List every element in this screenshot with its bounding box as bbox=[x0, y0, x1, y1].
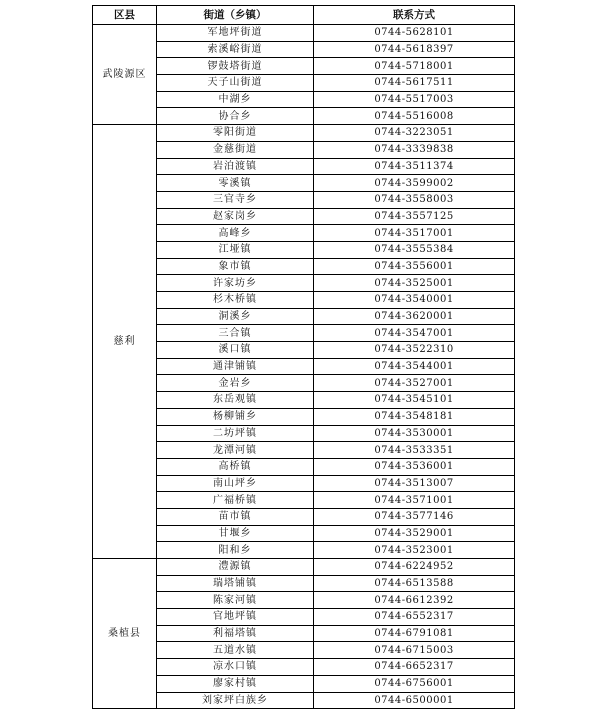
phone-cell: 0744-3513007 bbox=[314, 475, 515, 492]
phone-cell: 0744-5718001 bbox=[314, 58, 515, 75]
phone-cell: 0744-6513588 bbox=[314, 575, 515, 592]
header-district: 区县 bbox=[93, 6, 157, 25]
table-row bbox=[93, 108, 515, 125]
district-cell: 桑植县 bbox=[93, 559, 157, 709]
town-cell: 龙潭河镇 bbox=[157, 442, 314, 459]
table-row bbox=[93, 425, 515, 442]
table-row bbox=[93, 592, 515, 609]
town-cell: 三合镇 bbox=[157, 325, 314, 342]
table-row bbox=[93, 559, 515, 576]
town-cell: 象市镇 bbox=[157, 258, 314, 275]
table-row bbox=[93, 292, 515, 309]
table-row bbox=[93, 609, 515, 626]
header-town: 街道（乡镇） bbox=[157, 6, 314, 25]
town-cell: 杉木桥镇 bbox=[157, 292, 314, 309]
town-cell: 赵家岗乡 bbox=[157, 208, 314, 225]
table-row bbox=[93, 392, 515, 409]
town-cell: 军地坪街道 bbox=[157, 25, 314, 42]
town-cell: 苗市镇 bbox=[157, 508, 314, 525]
phone-cell: 0744-6791081 bbox=[314, 625, 515, 642]
town-cell: 高桥镇 bbox=[157, 458, 314, 475]
town-cell: 陈家河镇 bbox=[157, 592, 314, 609]
phone-cell: 0744-3223051 bbox=[314, 125, 515, 142]
table-row bbox=[93, 325, 515, 342]
table-row bbox=[93, 358, 515, 375]
town-cell: 阳和乡 bbox=[157, 542, 314, 559]
table-row bbox=[93, 508, 515, 525]
table-row bbox=[93, 158, 515, 175]
header-row bbox=[93, 6, 515, 25]
phone-cell: 0744-6552317 bbox=[314, 609, 515, 626]
phone-cell: 0744-3547001 bbox=[314, 325, 515, 342]
table-row bbox=[93, 258, 515, 275]
town-cell: 索溪峪街道 bbox=[157, 41, 314, 58]
town-cell: 瑞塔铺镇 bbox=[157, 575, 314, 592]
table-row bbox=[93, 642, 515, 659]
phone-cell: 0744-3577146 bbox=[314, 508, 515, 525]
town-cell: 二坊坪镇 bbox=[157, 425, 314, 442]
table-row bbox=[93, 141, 515, 158]
table-row bbox=[93, 175, 515, 192]
phone-cell: 0744-3545101 bbox=[314, 392, 515, 409]
header-contact: 联系方式 bbox=[314, 6, 515, 25]
contact-table-container bbox=[92, 5, 515, 709]
phone-cell: 0744-3548181 bbox=[314, 408, 515, 425]
district-cell: 慈利 bbox=[93, 125, 157, 559]
phone-cell: 0744-3599002 bbox=[314, 175, 515, 192]
table-row bbox=[93, 91, 515, 108]
town-cell: 协合乡 bbox=[157, 108, 314, 125]
town-cell: 锣鼓塔街道 bbox=[157, 58, 314, 75]
town-cell: 东岳观镇 bbox=[157, 392, 314, 409]
table-row bbox=[93, 241, 515, 258]
table-row bbox=[93, 659, 515, 676]
town-cell: 高峰乡 bbox=[157, 225, 314, 242]
phone-cell: 0744-3339838 bbox=[314, 141, 515, 158]
phone-cell: 0744-3522310 bbox=[314, 342, 515, 359]
town-cell: 岩泊渡镇 bbox=[157, 158, 314, 175]
town-cell: 官地坪镇 bbox=[157, 609, 314, 626]
town-cell: 南山坪乡 bbox=[157, 475, 314, 492]
town-cell: 广福桥镇 bbox=[157, 492, 314, 509]
town-cell: 天子山街道 bbox=[157, 75, 314, 92]
town-cell: 金岩乡 bbox=[157, 375, 314, 392]
town-cell: 甘堰乡 bbox=[157, 525, 314, 542]
table-row bbox=[93, 692, 515, 709]
phone-cell: 0744-3544001 bbox=[314, 358, 515, 375]
table-row bbox=[93, 191, 515, 208]
phone-cell: 0744-3557125 bbox=[314, 208, 515, 225]
town-cell: 零溪镇 bbox=[157, 175, 314, 192]
table-row bbox=[93, 308, 515, 325]
district-cell: 武陵源区 bbox=[93, 25, 157, 125]
phone-cell: 0744-3556001 bbox=[314, 258, 515, 275]
table-row bbox=[93, 442, 515, 459]
table-row bbox=[93, 575, 515, 592]
table-row bbox=[93, 675, 515, 692]
phone-cell: 0744-3517001 bbox=[314, 225, 515, 242]
table-row bbox=[93, 458, 515, 475]
table-row bbox=[93, 225, 515, 242]
table-row bbox=[93, 208, 515, 225]
phone-cell: 0744-5516008 bbox=[314, 108, 515, 125]
contact-table bbox=[92, 5, 515, 709]
town-cell: 许家坊乡 bbox=[157, 275, 314, 292]
town-cell: 通津铺镇 bbox=[157, 358, 314, 375]
table-row bbox=[93, 525, 515, 542]
town-cell: 五道水镇 bbox=[157, 642, 314, 659]
table-row bbox=[93, 625, 515, 642]
phone-cell: 0744-6652317 bbox=[314, 659, 515, 676]
phone-cell: 0744-3620001 bbox=[314, 308, 515, 325]
phone-cell: 0744-3530001 bbox=[314, 425, 515, 442]
town-cell: 三官寺乡 bbox=[157, 191, 314, 208]
phone-cell: 0744-3558003 bbox=[314, 191, 515, 208]
table-row bbox=[93, 41, 515, 58]
table-row bbox=[93, 275, 515, 292]
phone-cell: 0744-3536001 bbox=[314, 458, 515, 475]
town-cell: 凉水口镇 bbox=[157, 659, 314, 676]
table-row bbox=[93, 475, 515, 492]
table-row bbox=[93, 25, 515, 42]
town-cell: 澧源镇 bbox=[157, 559, 314, 576]
phone-cell: 0744-6612392 bbox=[314, 592, 515, 609]
phone-cell: 0744-3529001 bbox=[314, 525, 515, 542]
table-row bbox=[93, 375, 515, 392]
table-row bbox=[93, 408, 515, 425]
phone-cell: 0744-5628101 bbox=[314, 25, 515, 42]
town-cell: 江垭镇 bbox=[157, 241, 314, 258]
town-cell: 零阳街道 bbox=[157, 125, 314, 142]
table-body bbox=[93, 25, 515, 709]
phone-cell: 0744-6224952 bbox=[314, 559, 515, 576]
phone-cell: 0744-5618397 bbox=[314, 41, 515, 58]
phone-cell: 0744-3511374 bbox=[314, 158, 515, 175]
phone-cell: 0744-3555384 bbox=[314, 241, 515, 258]
town-cell: 廖家村镇 bbox=[157, 675, 314, 692]
phone-cell: 0744-3527001 bbox=[314, 375, 515, 392]
phone-cell: 0744-5617511 bbox=[314, 75, 515, 92]
town-cell: 利福塔镇 bbox=[157, 625, 314, 642]
phone-cell: 0744-6500001 bbox=[314, 692, 515, 709]
town-cell: 杨柳铺乡 bbox=[157, 408, 314, 425]
town-cell: 洞溪乡 bbox=[157, 308, 314, 325]
table-row bbox=[93, 492, 515, 509]
town-cell: 中湖乡 bbox=[157, 91, 314, 108]
table-row bbox=[93, 542, 515, 559]
town-cell: 金慈街道 bbox=[157, 141, 314, 158]
table-row bbox=[93, 58, 515, 75]
town-cell: 溪口镇 bbox=[157, 342, 314, 359]
phone-cell: 0744-3523001 bbox=[314, 542, 515, 559]
town-cell: 刘家坪白族乡 bbox=[157, 692, 314, 709]
table-row bbox=[93, 75, 515, 92]
table-row bbox=[93, 125, 515, 142]
phone-cell: 0744-5517003 bbox=[314, 91, 515, 108]
table-row bbox=[93, 342, 515, 359]
phone-cell: 0744-3533351 bbox=[314, 442, 515, 459]
phone-cell: 0744-3525001 bbox=[314, 275, 515, 292]
phone-cell: 0744-3540001 bbox=[314, 292, 515, 309]
phone-cell: 0744-3571001 bbox=[314, 492, 515, 509]
phone-cell: 0744-6715003 bbox=[314, 642, 515, 659]
phone-cell: 0744-6756001 bbox=[314, 675, 515, 692]
